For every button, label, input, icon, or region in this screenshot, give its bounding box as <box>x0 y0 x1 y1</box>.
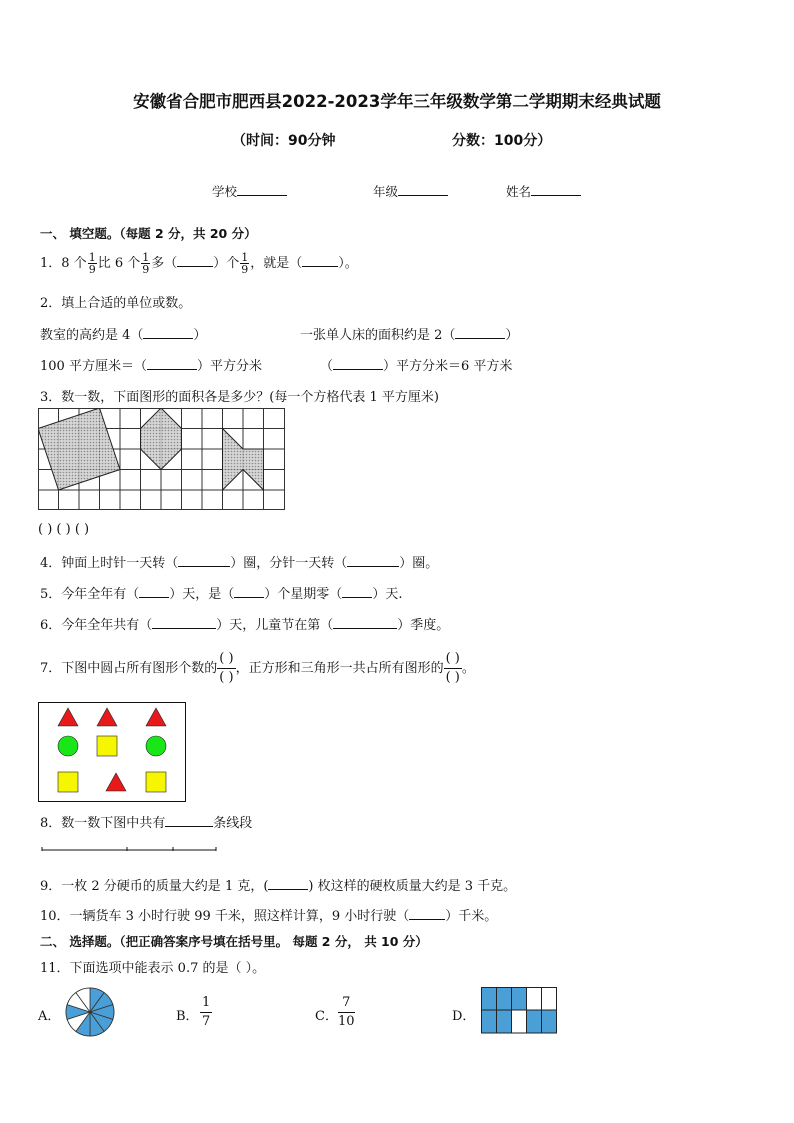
question-3-answers[interactable]: ( ) ( ) ( ) <box>38 522 90 537</box>
fraction-answer[interactable]: ( ) ( ) <box>219 651 234 685</box>
answer-blank[interactable] <box>347 566 399 567</box>
question-6: 6．今年全年共有（ ）天，儿童节在第（ ）季度。 <box>40 618 450 633</box>
answer-blank[interactable] <box>455 338 505 339</box>
question-2b: 一张单人床的面积约是 2（ ） <box>300 328 519 343</box>
answer-blank[interactable] <box>268 889 308 890</box>
question-7: 7．下图中圆占所有图形个数的 ( ) ( ) ，正方形和三角形一共占所有图形的 ( ) ( ) 。 <box>40 651 475 685</box>
square-shape <box>58 772 78 792</box>
answer-blank[interactable] <box>302 266 338 267</box>
answer-blank[interactable] <box>139 597 169 598</box>
question-1: 1．8 个 $\frac{1}{9}$ 比 6 个 $\frac{1}{9}$ 多（ ）个 $\frac{1}{9}$ ，就是（ ）。 <box>40 251 358 276</box>
square-shape <box>97 736 117 756</box>
option-d-label[interactable]: D． <box>452 1009 476 1024</box>
question-3-stem: 3．数一数，下面图形的面积各是多少？(每一个方格代表 1 平方厘米) <box>40 390 439 405</box>
question-2-stem: 2．填上合适的单位或数。 <box>40 296 192 311</box>
square-shape <box>146 772 166 792</box>
time-limit: （时间：90分钟 <box>232 133 336 149</box>
grade-field[interactable]: 年级 <box>373 182 448 200</box>
question-2c: 100 平方厘米＝（ ）平方分米 <box>40 359 262 374</box>
answer-blank[interactable] <box>234 597 264 598</box>
option-d-grid[interactable] <box>481 987 558 1034</box>
line-segments-figure <box>40 844 220 854</box>
option-c-fraction[interactable]: $\frac{7}{10}$ <box>338 995 355 1029</box>
answer-blank[interactable] <box>143 338 193 339</box>
answer-blank[interactable] <box>333 369 383 370</box>
hexagon-shape <box>141 408 182 470</box>
answer-blank[interactable] <box>409 919 445 920</box>
answer-blank[interactable] <box>178 566 230 567</box>
question-2d: （ ）平方分米＝6 平方米 <box>320 359 513 374</box>
option-a-pie[interactable] <box>64 987 116 1037</box>
question-10: 10．一辆货车 3 小时行驶 99 千米，照这样计算，9 小时行驶（ ）千米。 <box>40 909 498 924</box>
area-grid-figure <box>38 408 286 511</box>
answer-blank[interactable] <box>333 628 397 629</box>
question-9: 9．一枚 2 分硬币的质量大约是 1 克，( ) 枚这样的硬枚质量大约是 3 千克。 <box>40 879 517 894</box>
question-5: 5．今年全年有（ ）天，是（ ）个星期零（ ）天. <box>40 587 403 602</box>
fraction-answer[interactable]: ( ) ( ) <box>445 651 460 685</box>
section-1-heading: 一、 填空题。（每题 2 分，共 20 分） <box>40 226 257 241</box>
circle-shape <box>58 736 78 756</box>
circle-shape <box>146 736 166 756</box>
answer-blank[interactable] <box>177 266 213 267</box>
answer-blank[interactable] <box>147 369 197 370</box>
option-b-label[interactable]: B． <box>176 1009 199 1024</box>
question-11-stem: 11．下面选项中能表示 0.7 的是（ ）。 <box>40 961 266 976</box>
answer-blank[interactable] <box>152 628 216 629</box>
page-title: 安徽省合肥市肥西县2022-2023学年三年级数学第二学期期末经典试题 <box>133 92 661 111</box>
answer-blank[interactable] <box>342 597 372 598</box>
option-c-label[interactable]: C． <box>315 1009 338 1024</box>
shapes-figure <box>38 702 186 802</box>
question-8: 8．数一数下图中共有 条线段 <box>40 816 253 831</box>
school-field[interactable]: 学校 <box>212 182 287 200</box>
tilted-square-shape <box>38 408 120 490</box>
option-a-label[interactable]: A． <box>38 1009 61 1024</box>
question-4: 4．钟面上时针一天转（ ）圈，分针一天转（ ）圈。 <box>40 556 439 571</box>
question-2a: 教室的高约是 4（ ） <box>40 328 207 343</box>
section-2-heading: 二、 选择题。（把正确答案序号填在括号里。 每题 2 分， 共 10 分） <box>40 934 428 949</box>
name-field[interactable]: 姓名 <box>506 182 581 200</box>
total-score: 分数：100分） <box>452 133 552 149</box>
answer-blank[interactable] <box>165 826 213 827</box>
option-b-fraction[interactable]: $\frac{1}{7}$ <box>202 995 211 1029</box>
